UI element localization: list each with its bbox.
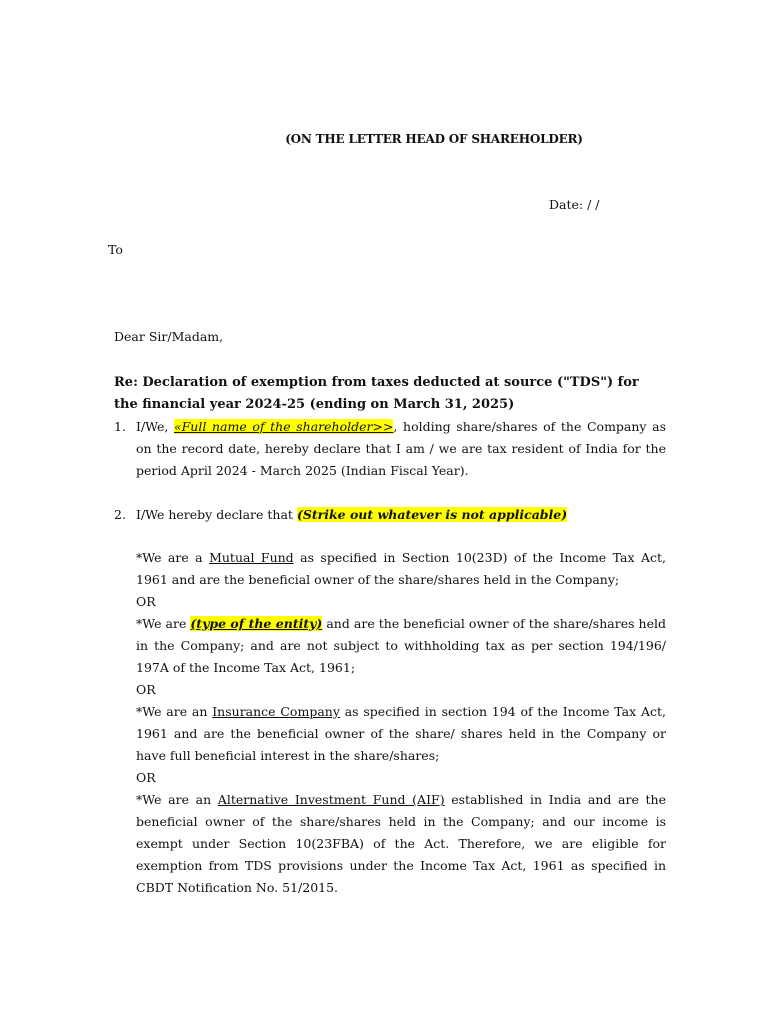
item-number: 2. bbox=[114, 507, 126, 522]
item-number: 1. bbox=[114, 419, 126, 434]
entity-type-placeholder: (type of the entity) bbox=[190, 616, 323, 631]
option-text: *We are an bbox=[136, 792, 218, 807]
option-insurance bbox=[136, 701, 666, 767]
declaration-options bbox=[136, 547, 666, 899]
option-mutual-fund bbox=[136, 547, 666, 591]
declaration-item-2 bbox=[114, 504, 666, 526]
option-text: and are the beneficial owner of the share/shares held in the Company; and are not subject to withholding tax as per section 194/196/ 197A of the Income Tax Act, 1961; bbox=[136, 616, 666, 675]
option-aif bbox=[136, 789, 666, 899]
or-separator: OR bbox=[136, 770, 156, 785]
option-text: *We are an bbox=[136, 704, 213, 719]
item-body bbox=[136, 504, 666, 526]
shareholder-name-placeholder: «Full name of the shareholder>> bbox=[173, 419, 394, 434]
item-body bbox=[136, 416, 666, 482]
to-label: To bbox=[108, 242, 123, 257]
option-entity bbox=[136, 613, 666, 679]
item-text: , holding share/shares of the Company as on the record date, hereby declare that I am / we are tax resident of India for the period April 2024 - March 2025 (Indian Fiscal Year). bbox=[136, 419, 666, 478]
term-aif: Alternative Investment Fund (AIF) bbox=[217, 792, 445, 807]
option-text: as specified in Section 10(23D) of the Income Tax Act, 1961 and are the beneficial owner of the share/shares held in the Company; bbox=[136, 550, 666, 587]
term-mutual-fund: Mutual Fund bbox=[209, 550, 294, 565]
letterhead-instruction: (ON THE LETTER HEAD OF SHAREHOLDER) bbox=[285, 132, 583, 146]
term-insurance-company: Insurance Company bbox=[212, 704, 340, 719]
option-text: as specified in section 194 of the Income Tax Act, 1961 and are the beneficial owner of the share/ shares held in the Company or have full beneficial interest in the share/shares; bbox=[136, 704, 666, 763]
option-text: *We are bbox=[136, 616, 191, 631]
option-text: *We are a bbox=[136, 550, 210, 565]
item-text: I/We, bbox=[136, 419, 174, 434]
strike-out-instruction: (Strike out whatever is not applicable) bbox=[296, 507, 568, 522]
or-separator: OR bbox=[136, 594, 156, 609]
or-separator: OR bbox=[136, 682, 156, 697]
date-field: Date: / / bbox=[549, 197, 600, 212]
declaration-item-1 bbox=[114, 416, 666, 482]
item-text: I/We hereby declare that bbox=[136, 507, 297, 522]
subject-line: Re: Declaration of exemption from taxes deducted at source ("TDS") for the financial year 2024-25 (ending on March 31, 2025) bbox=[114, 375, 639, 412]
option-text: established in India and are the beneficial owner of the share/shares held in the Company; and our income is exempt under Section 10(23FBA) of the Act. Therefore, we are eligible for exemption from TDS provisions under the Income Tax Act, 1961 as specified in CBDT Notification No. 51/2015. bbox=[136, 792, 666, 895]
salutation: Dear Sir/Madam, bbox=[114, 329, 224, 344]
